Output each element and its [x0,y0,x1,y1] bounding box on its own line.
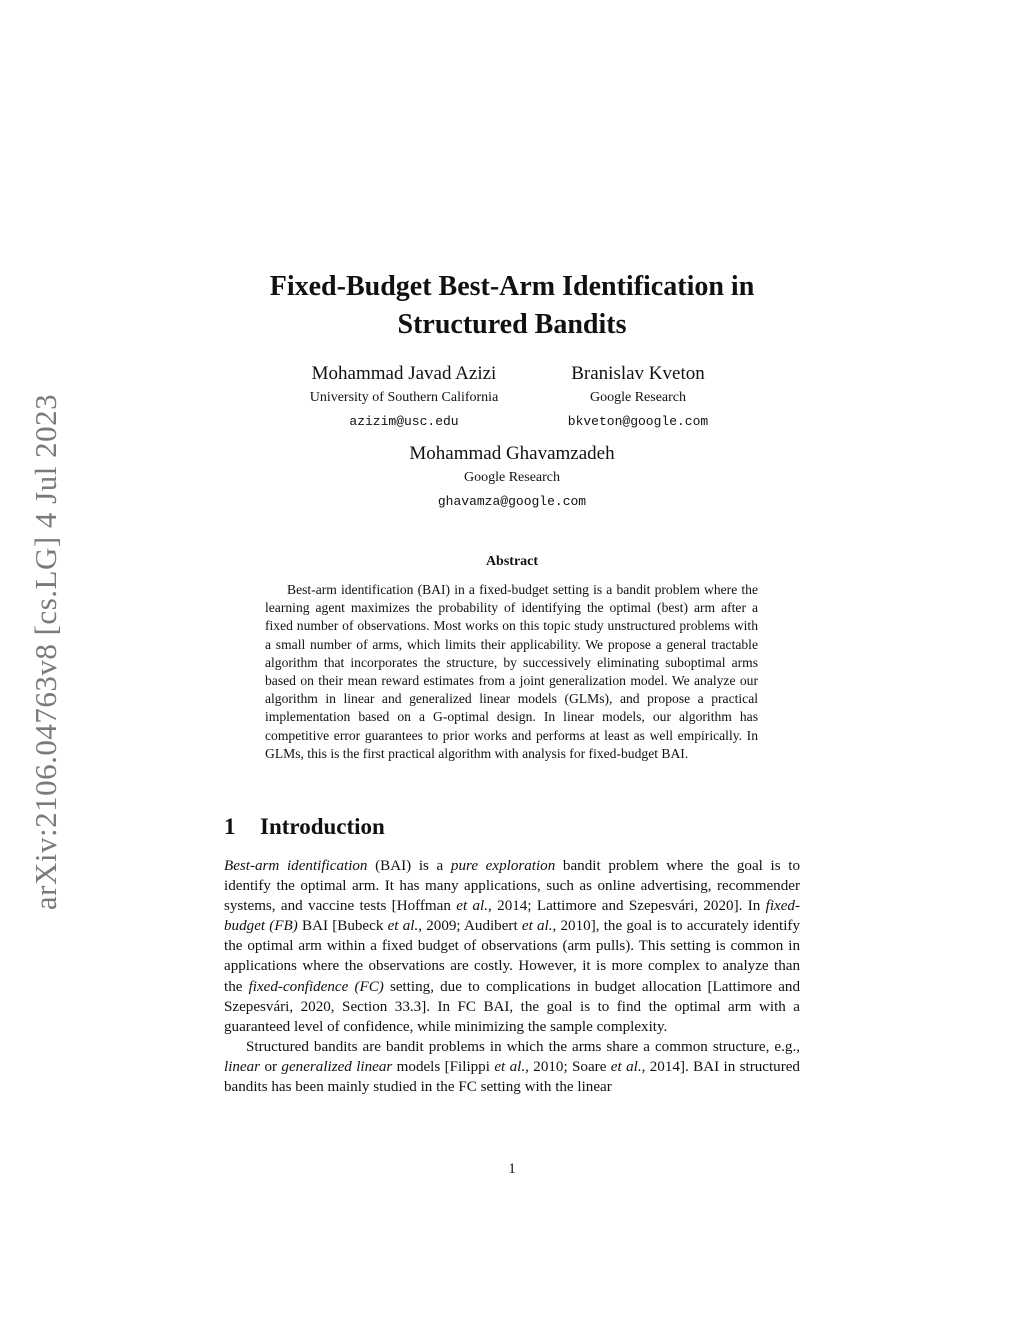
abstract-body: Best-arm identification (BAI) in a fixed-budget setting is a bandit problem where the learning agent maximizes the probability of identifying the optimal (best) arm after a fixed number of observations. Most works on this topic study unstructured problems with a small number of arms, which limits their applicability. We propose a general tractable algorithm that incorporates the structure, by successively eliminating suboptimal arms based on their mean reward estimates from a joint generalization model. We analyze our algorithm in linear and generalized linear models (GLMs), and propose a practical implementation based on a G-optimal design. In linear models, our algorithm has competitive error guarantees to prior works and performs at least as well empirically. In GLMs, this is the first practical algorithm with analysis for fixed-budget BAI. [265,582,758,761]
text-run: , 2010], the goal is to accurately identify the optimal arm within a fixed budget of observations (arm pulls). This setting is common in applications where the observations are costly. However, it is more complex to analyze than the [224,918,800,995]
term-pure-exploration: pure exploration [450,858,556,874]
text-run: BAI [Bubeck [297,918,388,935]
section-number: 1 [224,814,236,839]
author-email[interactable]: ghavamza@google.com [437,494,587,509]
citation-et-al: et al. [387,918,419,935]
citation-et-al: et al. [456,898,489,915]
citation-et-al: et al. [494,1058,526,1075]
title-line-2: Structured Bandits [397,309,627,340]
term-linear: linear [224,1058,261,1075]
author-email[interactable]: azizim@usc.edu [349,414,459,429]
text-run: models [Filippi [392,1058,495,1075]
text-run: , 2009; Audibert [418,918,522,935]
text-run: setting, due to complications in budget allocation [Lattimore and Szepesvári, 2020, Section 33.3]. In FC BAI, the goal is to find the optimal arm with a guaranteed level of confidence, while minimizing the sample complexity. [224,978,800,1035]
intro-paragraph-2 [224,1037,800,1097]
author-name: Mohammad Javad Azizi [311,363,497,384]
page-number: 1 [508,1161,516,1177]
author-name: Mohammad Ghavamzadeh [409,443,615,464]
author-affiliation: University of Southern California [309,390,499,405]
title-line-1: Fixed-Budget Best-Arm Identification in [269,271,755,302]
author-name: Branislav Kveton [571,363,705,384]
author-block-kveton [538,362,738,434]
introduction-body [224,856,800,1097]
section-title: Introduction [260,814,385,839]
text-run: bandit problem where the goal is to identify the optimal arm. It has many applications, such as online advertising, recommender systems, and vaccine tests [Hoffman [224,858,800,915]
citation-et-al: et al. [521,918,553,935]
author-affiliation: Google Research [463,470,561,485]
term-fixed-budget: fixed-budget (FB) [224,898,800,935]
term-best-arm-identification: Best-arm identification [224,858,368,874]
term-fixed-confidence: fixed-confidence (FC) [248,978,384,995]
text-run: or [260,1058,282,1075]
citation-et-al: et al. [610,1058,642,1075]
intro-paragraph-1 [224,856,800,1037]
text-run: , 2010; Soare [525,1058,611,1075]
abstract-heading: Abstract [485,554,539,569]
author-block-ghavamzadeh [362,442,662,514]
section-heading-introduction [224,812,385,842]
arxiv-identifier-text: arXiv:2106.04763v8 [cs.LG] 4 Jul 2023 [28,393,63,911]
text-run: , 2014; Lattimore and Szepesvári, 2020]. In [488,898,766,915]
author-email[interactable]: bkveton@google.com [567,414,709,429]
text-run: Structured bandits are bandit problems in which the arms share a common structure, e.g., [246,1038,800,1055]
term-generalized-linear: generalized linear [281,1058,393,1075]
text-run: , 2014]. BAI in structured bandits has been mainly studied in the FC setting with the linear [224,1058,800,1096]
paper-title [212,268,812,344]
text-run: (BAI) is a [367,858,451,874]
author-affiliation: Google Research [589,390,687,405]
author-block-azizi [284,362,524,434]
